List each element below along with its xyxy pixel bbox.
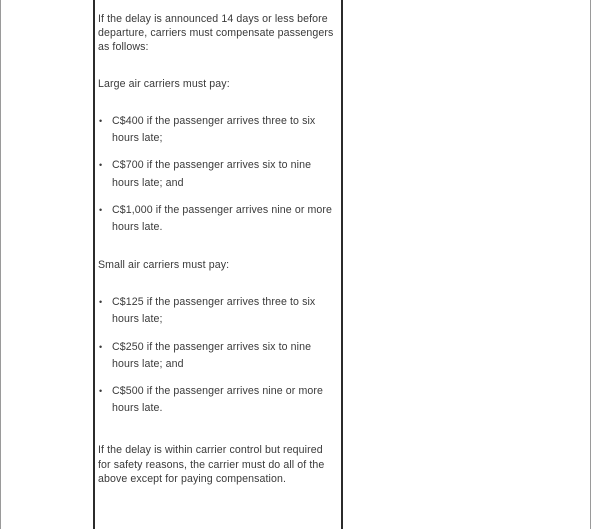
bullet-icon: • [99,160,103,171]
small-carriers-list [98,294,338,417]
list-item [98,113,338,147]
bullet-icon: • [99,116,103,126]
column-divider-right [341,0,343,529]
table-left-border [0,0,1,529]
list-item [98,339,338,373]
list-item [98,294,338,328]
large-carriers-list [98,113,338,236]
list-item [98,157,338,191]
table-right-border [590,0,591,529]
small-carriers-heading: Small air carriers must pay: [98,259,230,272]
list-item [98,383,338,417]
bullet-icon: • [99,297,103,308]
column-divider-left [93,0,95,529]
list-item-text: C$1,000 if the passenger arrives nine or more hours late. [112,203,333,234]
list-item-text: C$125 if the passenger arrives three to six hours late; [112,296,316,326]
safety-paragraph: If the delay is within carrier control but required for safety reasons, the carrier must do all of the above except for paying compensation. [98,444,325,485]
bullet-icon: • [99,204,103,215]
bullet-icon: • [99,341,103,352]
large-carriers-heading: Large air carriers must pay: [98,78,230,90]
list-item-text: C$400 if the passenger arrives three to six hours late; [112,115,316,145]
list-item-text: C$250 if the passenger arrives six to nine hours late; and [112,340,312,370]
compensation-cell [98,12,338,501]
list-item-text: C$700 if the passenger arrives six to nine hours late; and [112,159,312,189]
intro-paragraph: If the delay is announced 14 days or less before departure, carriers must compensate passengers as follows: [98,13,334,54]
list-item-text: C$500 if the passenger arrives nine or more hours late. [112,385,323,415]
bullet-icon: • [99,386,103,397]
list-item [98,202,338,236]
